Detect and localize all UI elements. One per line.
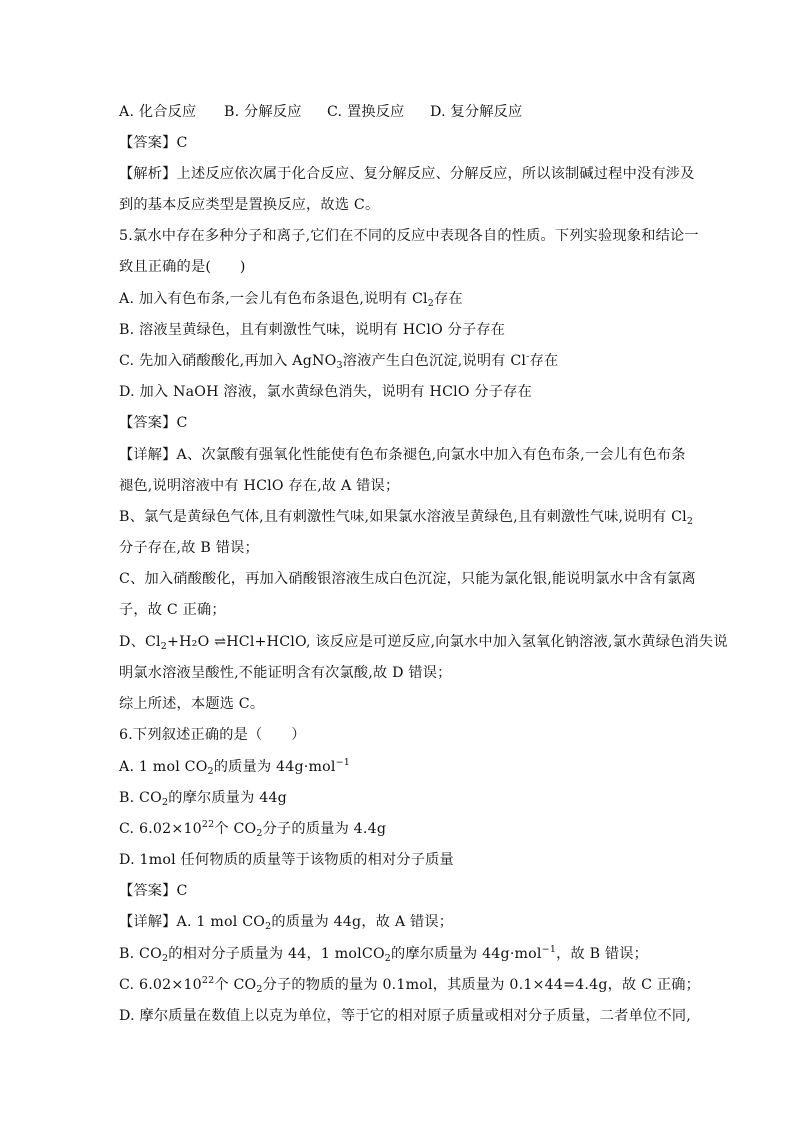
q5-stem-line-2: 致且正确的是( ) (119, 259, 246, 275)
q4-option-b: B. 分解反应 (224, 104, 302, 120)
q6-option-c: C. $6.02\times 10^{22}$个 $CO_2$分子的质量为 4.4g (119, 819, 387, 839)
q4-explanation-line-2: 到的基本反应类型是置换反应，故选 C。 (119, 197, 380, 213)
q5-explanation-line-5: C、加入硝酸酸化，再加入硝酸银溶液生成白色沉淀，只能为氯化银,能说明氯水中含有氯离 (119, 571, 696, 587)
q6-option-b: B. $CO_2$的摩尔质量为 44g (119, 790, 287, 808)
q5-option-c: C. 先加入硝酸酸化,再加入 AgNO$_3$溶液产生白色沉淀,说明有 Cl-存在 (119, 351, 559, 371)
q4-explanation-line-1: 【解析】上述反应依次属于化合反应、复分解反应、分解反应，所以该制碱过程中没有涉及 (119, 166, 695, 182)
q5-stem-line-1: 5.氯水中存在多种分子和离子,它们在不同的反应中表现各自的性质。下列实验现象和结论一 (119, 228, 699, 244)
q5-explanation-line-8: 明氯水溶液呈酸性,不能证明含有次氯酸,故 D 错误； (119, 665, 452, 681)
q5-explanation-line-7: D、$Cl_2+H_2O$ ⇌HCl+HClO, 该反应是可逆反应,向氯水中加入氢氧化钠溶液,氯水黄绿色消失说 (119, 634, 728, 652)
q4-options (119, 102, 679, 122)
q5-explanation-line-3: B、氯气是黄绿色气体,且有刺激性气味,如果氯水溶液呈黄绿色,且有刺激性气味,说明有 $Cl_2$ (119, 509, 694, 527)
q5-explanation-line-4: 分子存在,故 B 错误； (119, 540, 259, 556)
q6-explanation-line-1: 【详解】A. 1 mol $CO_2$的质量为 44g，故 A 错误； (119, 914, 454, 932)
q5-option-a: A. 加入有色布条,一会儿有色布条退色,说明有 $Cl_2$存在 (119, 291, 463, 309)
q5-explanation-line-1: 【详解】A、次氯酸有强氧化性能使有色布条褪色,向氯水中加入有色布条,一会儿有色布条 (119, 447, 686, 463)
q4-option-d: D. 复分解反应 (430, 104, 523, 120)
q5-explanation-line-2: 褪色,说明溶液中有 HClO 存在,故 A 错误； (119, 478, 400, 494)
q6-stem: 6.下列叙述正确的是（ ） (119, 727, 306, 743)
q4-option-a: A. 化合反应 (119, 104, 197, 120)
q4-answer: 【答案】C (119, 135, 188, 151)
q4-option-c: C. 置换反应 (327, 104, 405, 120)
q6-option-d: D. 1mol 任何物质的质量等于该物质的相对分子质量 (119, 852, 454, 868)
q6-option-a: A. 1 mol $CO_2$的质量为 44g·mol$^{-1}$ (119, 757, 351, 777)
q5-option-b: B. 溶液呈黄绿色，且有刺激性气味，说明有 HClO 分子存在 (119, 322, 506, 338)
q5-answer: 【答案】C (119, 415, 188, 431)
q5-summary: 综上所述，本题选 C。 (119, 696, 265, 712)
q6-explanation-line-4: D. 摩尔质量在数值上以克为单位，等于它的相对原子质量或相对分子质量，二者单位不同, (119, 1008, 691, 1024)
q6-explanation-line-2: B. $CO_2$的相对分子质量为 44，1 molCO$_2$的摩尔质量为 44g·mol$^{-1}$，故 B 错误； (119, 944, 649, 964)
q6-answer: 【答案】C (119, 883, 188, 899)
q5-option-d: D. 加入 NaOH 溶液，氯水黄绿色消失，说明有 HClO 分子存在 (119, 384, 532, 400)
q5-explanation-line-6: 子，故 C 正确； (119, 602, 226, 618)
q6-explanation-line-3: C. $6.02\times 10^{22}$个 $CO_2$分子的物质的量为 0.1mol，其质量为 0.1×44=4.4g，故 C 正确； (119, 975, 701, 995)
